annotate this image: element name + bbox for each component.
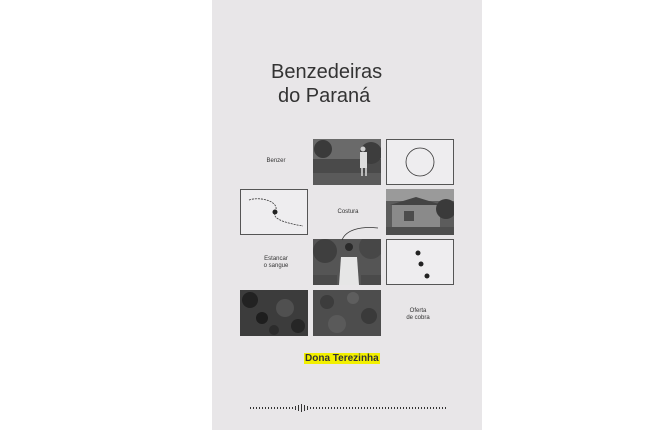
label-estancar-line-1: Estancar — [264, 256, 288, 262]
label-oferta-line-1: Oferta — [409, 308, 427, 314]
photo-woman-in-garden-image — [313, 139, 381, 185]
audio-waveform-icon — [250, 402, 446, 414]
photo-garden-ground — [313, 290, 381, 336]
label-costura: Costura — [337, 209, 359, 215]
label-oferta-line-2: de cobra — [406, 315, 430, 321]
title-line-2: do Paraná — [278, 85, 371, 107]
title-line-1: Benzedeiras — [271, 61, 383, 83]
photo-dark-foliage — [240, 290, 308, 336]
photo-dark-foliage-image — [240, 290, 308, 336]
photo-woman-portrait-image — [313, 239, 381, 285]
label-estancar-line-2: o sangue — [263, 263, 289, 269]
label-oferta-de-cobra — [398, 308, 438, 322]
photo-old-house-image — [386, 189, 454, 235]
photo-woman-portrait — [313, 239, 381, 285]
dots-diagram-icon — [386, 239, 454, 285]
label-benzer: Benzer — [266, 158, 286, 164]
photo-woman-in-garden — [313, 139, 381, 185]
photo-old-house — [386, 189, 454, 235]
book-title — [271, 60, 382, 108]
author-name: Dona Terezinha — [305, 353, 379, 364]
photo-garden-ground-image — [313, 290, 381, 336]
label-estancar-o-sangue — [256, 256, 296, 270]
connector-line — [340, 226, 380, 242]
wave-diagram-icon — [240, 189, 308, 235]
circle-diagram-icon — [386, 139, 454, 185]
